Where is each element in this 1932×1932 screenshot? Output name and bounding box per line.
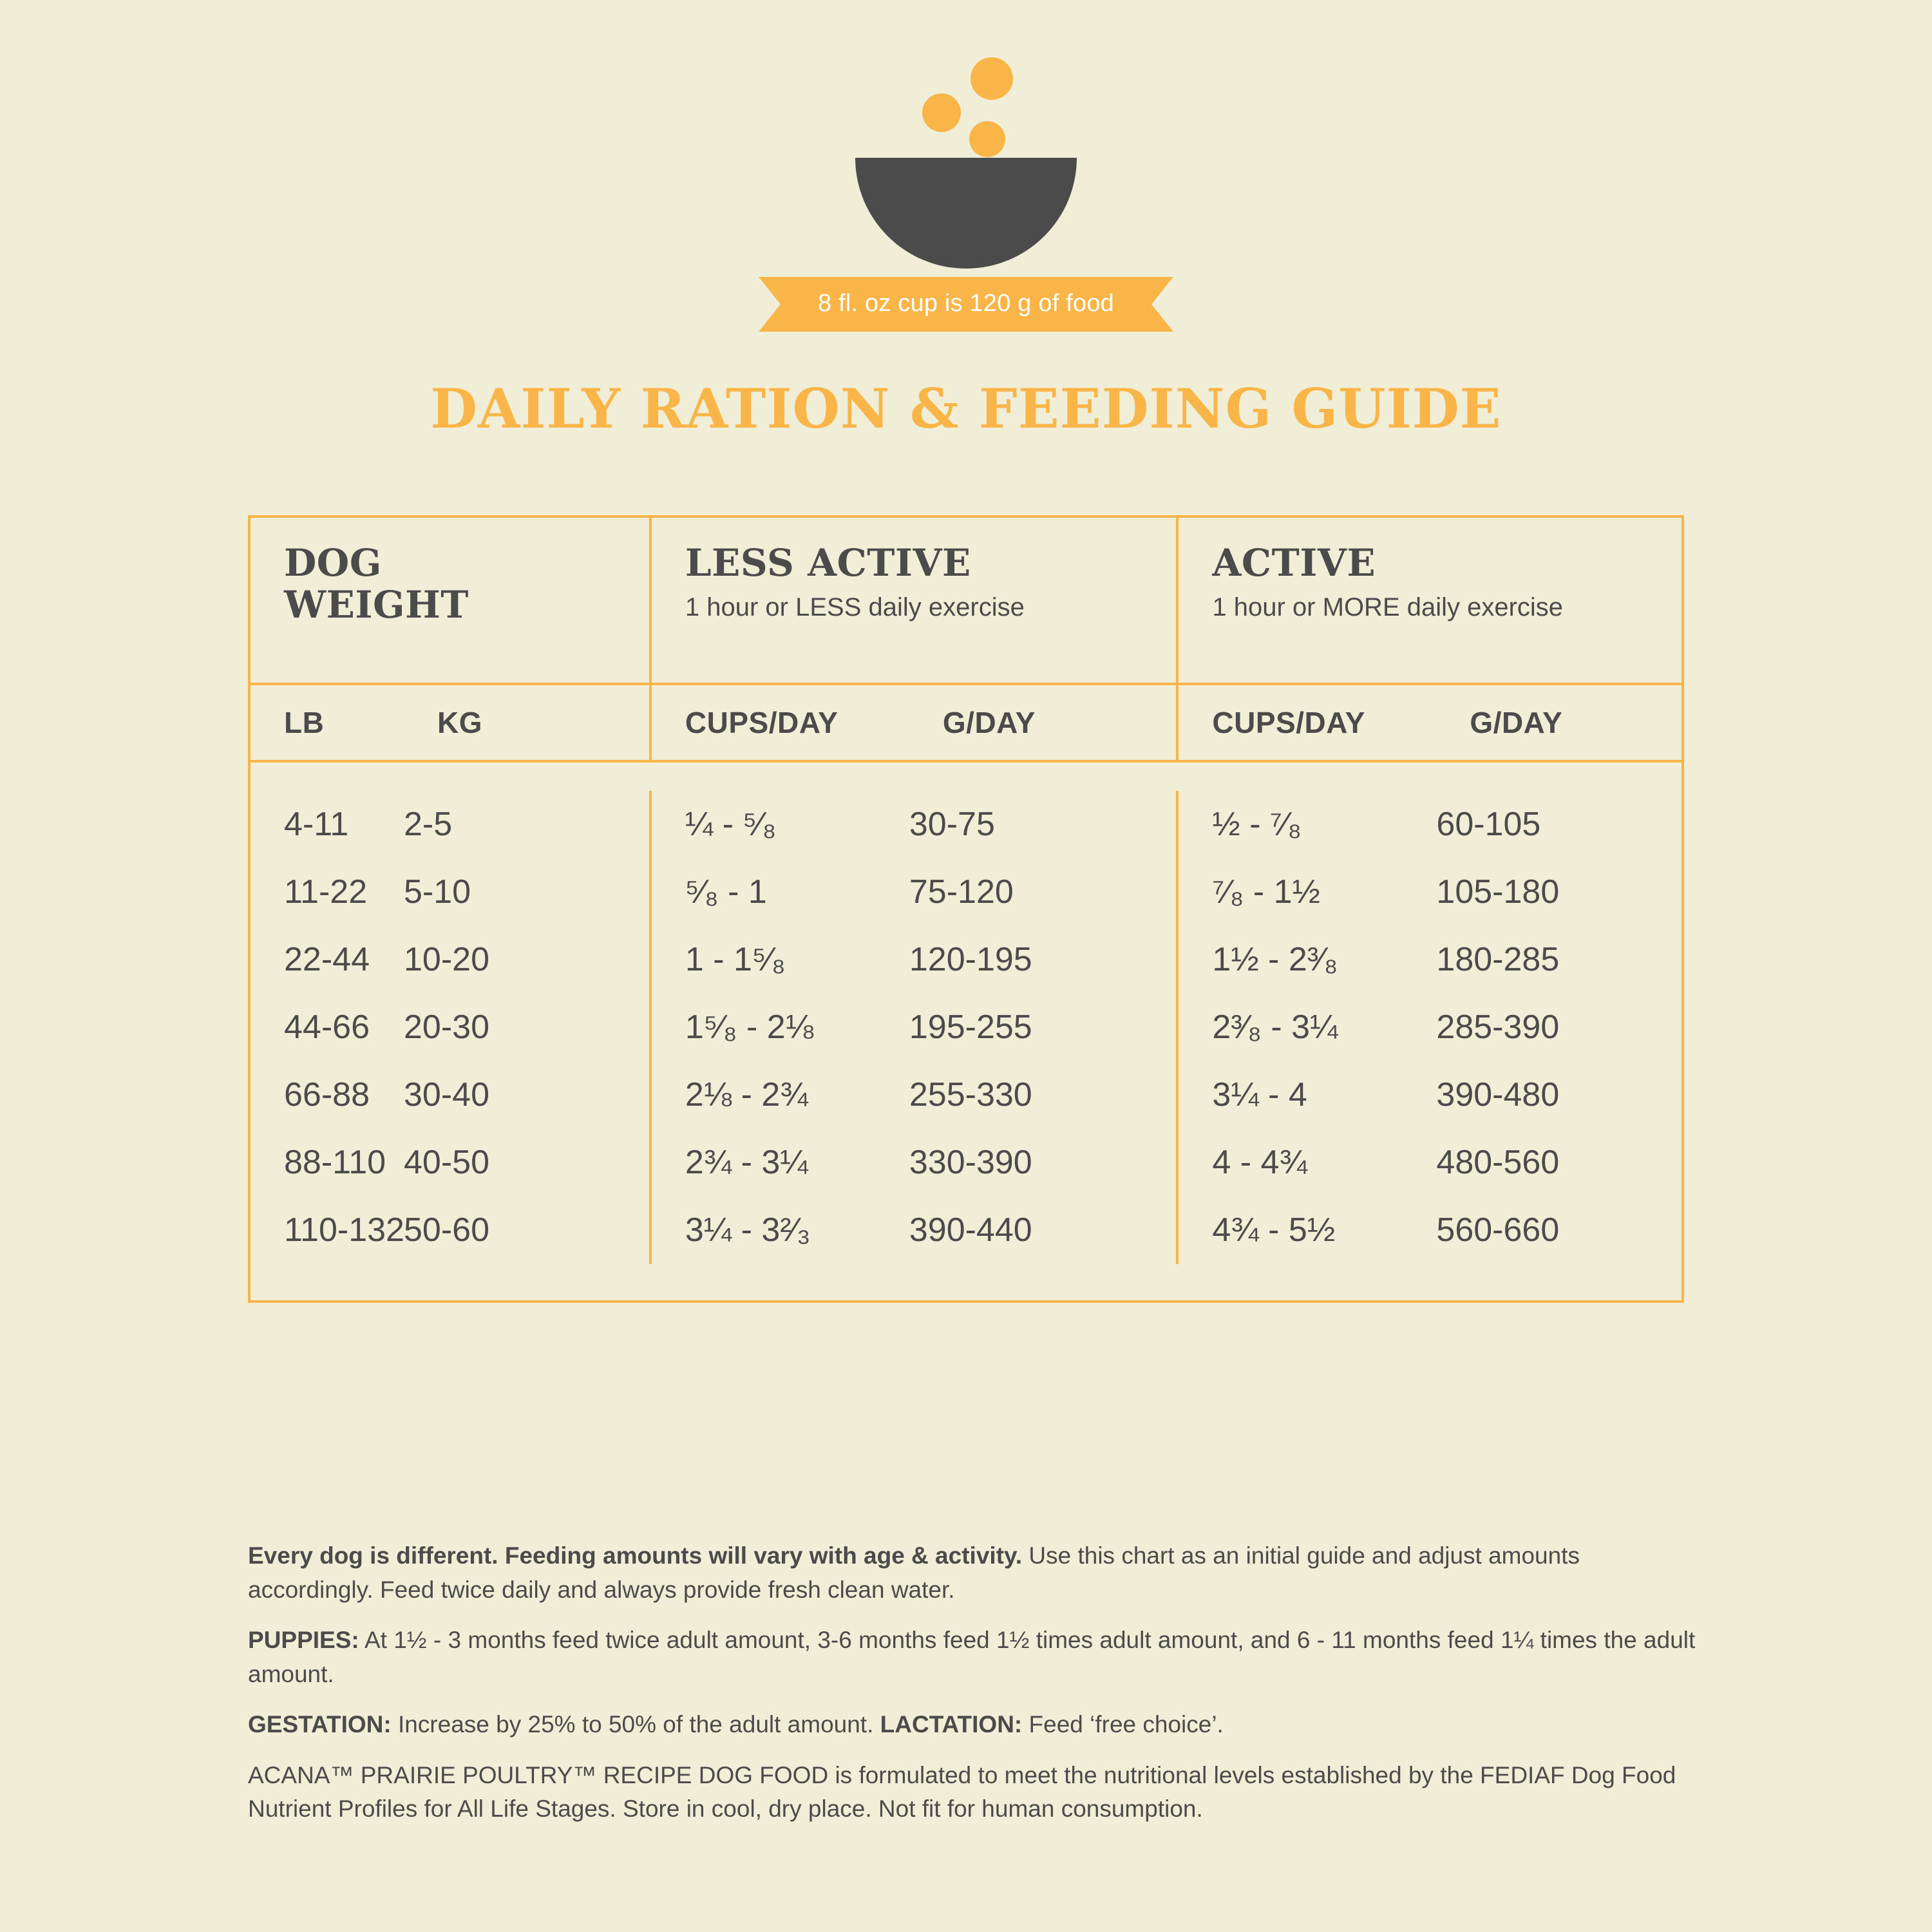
- body-less-group: [649, 791, 1177, 1264]
- note-gestation-mid: Increase by 25% to 50% of the adult amount.: [391, 1711, 880, 1738]
- feeding-table: [248, 515, 1684, 1303]
- cell-kg: 5-10: [404, 873, 471, 911]
- header-dog-weight-line2: WEIGHT: [284, 582, 469, 627]
- body-weight-group: [251, 791, 649, 1264]
- cell-lb: 11-22: [284, 873, 368, 911]
- cell-kg: 10-20: [404, 941, 489, 979]
- cell-active-g: 390-480: [1436, 1076, 1560, 1114]
- subheader-less-group: [649, 685, 1177, 760]
- cell-less-g: 390-440: [909, 1211, 1032, 1249]
- body-active-group: [1176, 791, 1681, 1264]
- cell-active-cups: 4¾ - 5½: [1212, 1211, 1336, 1249]
- page-title: DAILY RATION & FEEDING GUIDE: [430, 377, 1502, 440]
- cell-active-cups: ⁷⁄₈ - 1½: [1212, 873, 1320, 911]
- cell-lb: 88-110: [284, 1144, 386, 1182]
- note-lactation-bold: LACTATION:: [880, 1711, 1023, 1738]
- header-less-active-title: LESS ACTIVE: [685, 541, 971, 585]
- column-active-cups: [1179, 791, 1436, 1264]
- cell-less-g: 195-255: [909, 1009, 1032, 1046]
- table-header-secondary: [251, 685, 1681, 762]
- cell-lb: 4-11: [284, 806, 349, 843]
- header-active-title: ACTIVE: [1212, 541, 1376, 585]
- subheader-active-cups: CUPS/DAY: [1212, 706, 1365, 739]
- cell-less-cups: 1⁵⁄₈ - 2⅛: [685, 1009, 814, 1046]
- cell-active-g: 60-105: [1436, 806, 1541, 843]
- header-less-active-sub: 1 hour or LESS daily exercise: [685, 592, 1025, 621]
- note-puppies-bold: PUPPIES:: [248, 1627, 359, 1654]
- weight-columns: [251, 791, 649, 1264]
- cell-less-cups: ¼ - ⁵⁄₈: [685, 806, 777, 843]
- cell-active-cups: 2³⁄₈ - 3¼: [1212, 1009, 1338, 1046]
- cell-active-cups: ½ - ⁷⁄₈: [1212, 806, 1302, 843]
- cell-less-g: 120-195: [909, 941, 1032, 979]
- header-dog-weight: [251, 518, 649, 683]
- less-columns: [652, 791, 1177, 1264]
- subheader-active-g: G/DAY: [1470, 706, 1563, 739]
- cell-kg: 50-60: [404, 1211, 489, 1249]
- cell-active-g: 105-180: [1436, 873, 1560, 911]
- ribbon-label: 8 fl. oz cup is 120 g of food: [781, 277, 1151, 332]
- note-gestation-lactation: [248, 1708, 1697, 1742]
- cell-kg: 30-40: [404, 1076, 489, 1114]
- header-active: [1176, 518, 1681, 683]
- subheader-lb: LB: [284, 706, 325, 739]
- dog-bowl-icon: [831, 52, 1101, 270]
- note-puppies: [248, 1624, 1697, 1691]
- cell-less-cups: 1 - 1⁵⁄₈: [685, 941, 786, 979]
- cell-active-cups: 1½ - 2³⁄₈: [1212, 941, 1338, 979]
- note-general: [248, 1539, 1697, 1607]
- table-body: [251, 762, 1681, 1300]
- active-columns: [1179, 791, 1681, 1264]
- subheader-active-group: [1176, 685, 1681, 760]
- column-lb: [251, 791, 404, 1264]
- cell-less-g: 330-390: [909, 1144, 1032, 1182]
- bowl-illustration: [0, 52, 1932, 270]
- cell-active-cups: 3¼ - 4: [1212, 1076, 1307, 1114]
- note-lactation-rest: Feed ‘free choice’.: [1022, 1711, 1224, 1738]
- cup-conversion-ribbon: [0, 277, 1932, 332]
- cell-active-g: 480-560: [1436, 1144, 1560, 1182]
- cell-active-cups: 4 - 4¾: [1212, 1144, 1307, 1182]
- note-puppies-rest: At 1½ - 3 months feed twice adult amount, 3-6 months feed 1½ times adult amount, and 6 - 11 months feed 1¼ times the adult amount.: [248, 1627, 1696, 1687]
- cell-kg: 2-5: [404, 806, 453, 843]
- cell-kg: 40-50: [404, 1144, 489, 1182]
- cell-less-cups: 2¾ - 3¼: [685, 1144, 808, 1182]
- cell-less-cups: ⁵⁄₈ - 1: [685, 873, 767, 911]
- column-less-cups: [652, 791, 909, 1264]
- cell-lb: 44-66: [284, 1009, 370, 1046]
- cell-less-cups: 3¼ - 3²⁄₃: [685, 1211, 811, 1249]
- column-kg: [404, 791, 557, 1264]
- note-general-rest: Use this chart as an initial guide and adjust amounts accordingly. Feed twice daily and always provide fresh clean water.: [248, 1542, 1580, 1603]
- cell-active-g: 560-660: [1436, 1211, 1560, 1249]
- cell-lb: 110-132: [284, 1211, 404, 1249]
- note-general-bold: Every dog is different. Feeding amounts will vary with age & activity.: [248, 1542, 1023, 1569]
- column-active-g: [1436, 791, 1642, 1264]
- table-header-primary: [251, 518, 1681, 685]
- cell-less-g: 255-330: [909, 1076, 1032, 1114]
- cell-less-g: 30-75: [909, 806, 995, 843]
- footnotes: [248, 1539, 1697, 1843]
- cell-less-cups: 2⅛ - 2¾: [685, 1076, 808, 1114]
- cell-less-g: 75-120: [909, 873, 1014, 911]
- column-less-g: [909, 791, 1115, 1264]
- cell-lb: 22-44: [284, 941, 370, 979]
- header-less-active: [649, 518, 1177, 683]
- cell-active-g: 180-285: [1436, 941, 1560, 979]
- header-dog-weight-line1: DOG: [284, 541, 382, 585]
- subheader-kg: KG: [437, 706, 482, 739]
- subheader-less-cups: CUPS/DAY: [685, 706, 838, 739]
- subheader-weight-group: [251, 685, 649, 760]
- note-gestation-bold: GESTATION:: [248, 1711, 392, 1738]
- cell-kg: 20-30: [404, 1009, 489, 1046]
- subheader-less-g: G/DAY: [942, 706, 1036, 739]
- cell-active-g: 285-390: [1436, 1009, 1560, 1046]
- cell-lb: 66-88: [284, 1076, 370, 1114]
- note-formulation: ACANA™ PRAIRIE POULTRY™ RECIPE DOG FOOD is formulated to meet the nutritional levels established by the FEDIAF Dog Food Nutrient Profiles for All Life Stages. Store in cool, dry place. Not fit for human consumption.: [248, 1761, 1676, 1823]
- header-active-sub: 1 hour or MORE daily exercise: [1212, 592, 1564, 621]
